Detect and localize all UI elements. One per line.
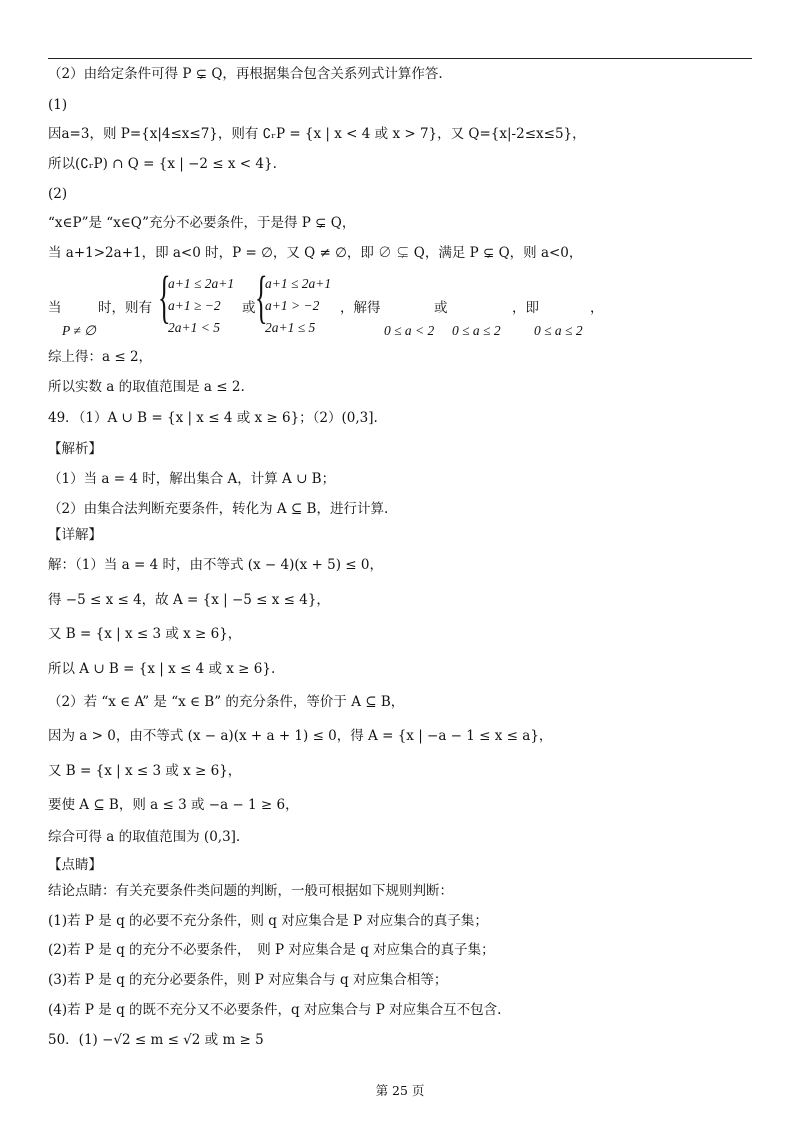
case2-result2: 0 ≤ a ≤ 2 — [452, 323, 501, 338]
text-line: 结论点睛：有关充要条件类问题的判断，一般可根据如下规则判断： — [48, 883, 453, 899]
text-line: 又 B = {x | x ≤ 3 或 x ≥ 6}， — [48, 763, 242, 779]
text-line: （2）由集合法判断充要条件，转化为 A ⊆ B，进行计算. — [48, 501, 389, 517]
case2-huo2: 或 — [434, 300, 448, 316]
case2-result1: 0 ≤ a < 2 — [384, 323, 435, 338]
text-line: “x∈P”是 “x∈Q”充分不必要条件，于是得 P ⊊ Q， — [48, 215, 356, 231]
case2-comma: ， — [590, 300, 604, 316]
text-line: 要使 A ⊆ B，则 a ≤ 3 或 −a − 1 ≥ 6， — [48, 797, 299, 813]
system2-row: a+1 > −2 — [265, 298, 320, 313]
text-line: 所以(∁ᵣP) ∩ Q = {x | −2 ≤ x < 4}. — [48, 156, 277, 172]
text-line: 所以 A ∪ B = {x | x ≤ 4 或 x ≥ 6}. — [48, 661, 276, 677]
rule-item: (4)若 P 是 q 的既不充分又不必要条件，q 对应集合与 P 对应集合互不包含. — [48, 1002, 502, 1018]
text-line: 所以实数 a 的取值范围是 a ≤ 2. — [48, 379, 245, 395]
case2-dang: 当 — [48, 300, 62, 316]
system1-row: a+1 ≤ 2a+1 — [168, 276, 235, 291]
rule-item: (1)若 P 是 q 的必要不充分条件，则 q 对应集合是 P 对应集合的真子集； — [48, 913, 488, 929]
system2-row: 2a+1 ≤ 5 — [265, 320, 316, 335]
rule-item: (3)若 P 是 q 的充分必要条件，则 P 对应集合与 q 对应集合相等； — [48, 972, 448, 988]
section-heading: 【点睛】 — [48, 857, 102, 873]
text-line: 得 −5 ≤ x ≤ 4，故 A = {x | −5 ≤ x ≤ 4}， — [48, 592, 330, 608]
system1-row: a+1 ≥ −2 — [168, 298, 221, 313]
section-heading: 【详解】 — [48, 527, 102, 543]
brace-left-1: { — [158, 264, 171, 329]
system2-row: a+1 ≤ 2a+1 — [265, 276, 332, 291]
system1-row: 2a+1 < 5 — [168, 320, 220, 335]
text-line: （2）由给定条件可得 P ⊊ Q，再根据集合包含关系列式计算作答. — [48, 66, 443, 82]
text-line: 49．（1）A ∪ B = {x | x ≤ 4 或 x ≥ 6}；（2）(0,3]. — [48, 410, 378, 426]
case2-shi: 时，则有 — [98, 300, 152, 316]
text-line: 综合可得 a 的取值范围为 (0,3]. — [48, 829, 241, 845]
section-heading: 【解析】 — [48, 441, 102, 457]
case2-condition: P ≠ ∅ — [62, 323, 96, 338]
text-line: （2）若 “x ∈ A” 是 “x ∈ B” 的充分条件，等价于 A ⊆ B， — [48, 694, 405, 710]
header-rule — [48, 58, 752, 59]
text-line: (1) — [48, 97, 68, 113]
case2-result3: 0 ≤ a ≤ 2 — [534, 323, 583, 338]
text-line: 当 a+1>2a+1，即 a<0 时，P = ∅，又 Q ≠ ∅，即 ∅ ⊊ Q，满足 P ⊊ Q，则 a<0， — [48, 245, 583, 261]
text-line: 因a=3，则 P={x|4≤x≤7}，则有 ∁ᵣP = {x | x < 4 或 x > 7}，又 Q={x|-2≤x≤5}， — [48, 126, 586, 142]
text-line: 综上得：a ≤ 2， — [48, 349, 153, 365]
text-line: （1）当 a = 4 时，解出集合 A，计算 A ∪ B； — [48, 471, 336, 487]
text-line: 因为 a > 0，由不等式 (x − a)(x + a + 1) ≤ 0，得 A = {x | −a − 1 ≤ x ≤ a}， — [48, 728, 553, 744]
case2-ji: ，即 — [512, 300, 539, 316]
text-line: (2) — [48, 186, 68, 202]
case2-jiede: ，解得 — [340, 300, 381, 316]
text-line: 解：（1）当 a = 4 时，由不等式 (x − 4)(x + 5) ≤ 0， — [48, 557, 383, 573]
text-line: 又 B = {x | x ≤ 3 或 x ≥ 6}， — [48, 626, 242, 642]
case2-huo: 或 — [242, 300, 256, 316]
page-number: 第 25 页 — [375, 1083, 425, 1098]
text-line: 50．(1) −√2 ≤ m ≤ √2 或 m ≥ 5 — [48, 1032, 264, 1048]
rule-item: (2)若 P 是 q 的充分不必要条件， 则 P 对应集合是 q 对应集合的真子集； — [48, 942, 495, 958]
brace-left-2: { — [255, 264, 268, 329]
